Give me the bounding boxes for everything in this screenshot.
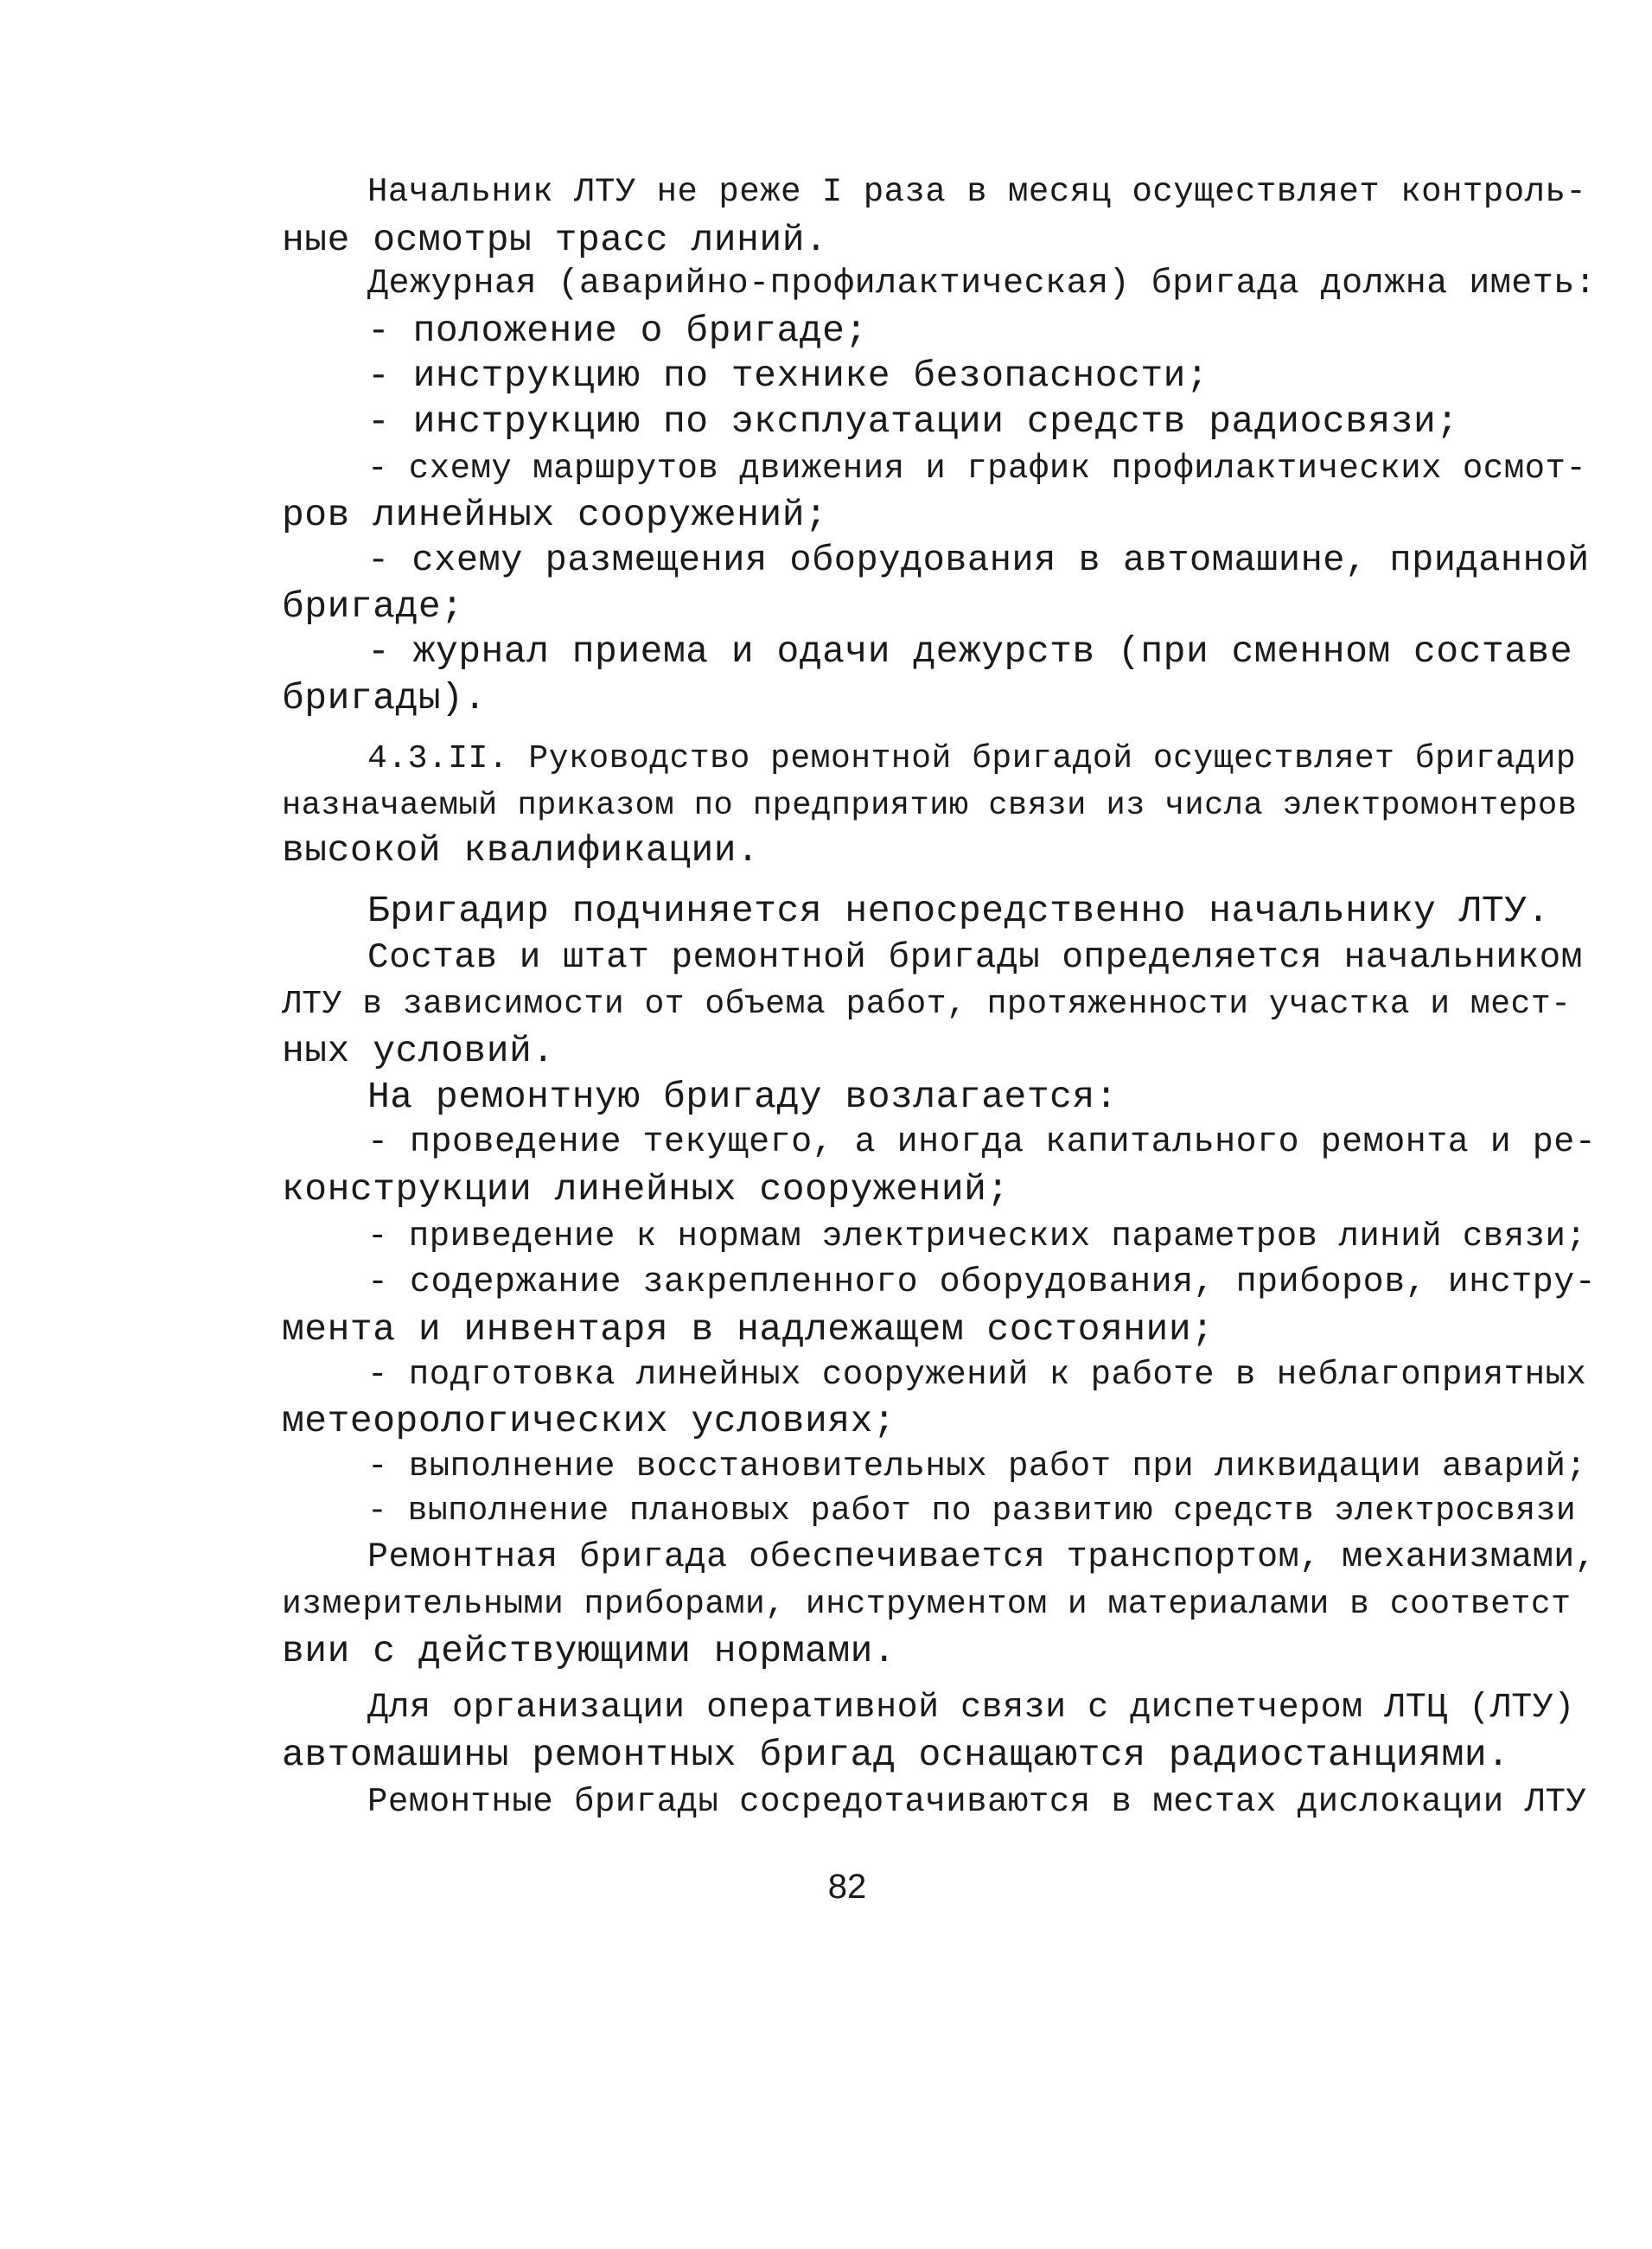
text-line: ных условий. — [282, 1030, 555, 1072]
text-line: мента и инвентаря в надлежащем состоянии; — [282, 1308, 1215, 1351]
text-line: Дежурная (аварийно-профилактическая) бригада должна иметь: — [367, 265, 1597, 303]
text-line: бригады). — [282, 677, 487, 719]
text-line: вии с действующими нормами. — [282, 1630, 896, 1672]
text-line: назначаемый приказом по предприятию связи из числа электромонтеров — [282, 788, 1578, 824]
text-line: - содержание закрепленного оборудования, приборов, инстру- — [367, 1263, 1597, 1302]
text-line: метеорологических условиях; — [282, 1400, 896, 1442]
text-line: - приведение к нормам электрических параметров линий связи; — [367, 1217, 1587, 1255]
text-line: - выполнение плановых работ по развитию средств электросвязи — [367, 1492, 1577, 1530]
text-line: - подготовка линейных сооружений к работе в неблагоприятных — [367, 1356, 1587, 1394]
text-line: Бригадир подчиняется непосредственно начальнику ЛТУ. — [367, 890, 1550, 932]
text-line: Начальник ЛТУ не реже I раза в месяц осуществляет контроль- — [367, 173, 1587, 211]
text-line: - проведение текущего, а иногда капитального ремонта и ре- — [367, 1123, 1597, 1162]
text-line: Для организации оперативной связи с диспетчером ЛТЦ (ЛТУ) — [367, 1689, 1575, 1728]
text-line: ЛТУ в зависимости от объема работ, протяженности участка и мест- — [282, 986, 1572, 1023]
text-line: измерительными приборами, инструментом и материалами в соответст — [282, 1586, 1572, 1623]
text-line: На ремонтную бригаду возлагается: — [367, 1076, 1119, 1118]
text-line: - выполнение восстановительных работ при ликвидации аварий; — [367, 1447, 1587, 1485]
page-number: 82 — [827, 1868, 867, 1906]
text-line: - схему размещения оборудования в автомашине, приданной — [367, 540, 1590, 581]
text-line: ров линейных сооружений; — [282, 494, 828, 536]
text-line: - журнал приема и одачи дежурств (при сменном составе — [367, 630, 1573, 673]
text-line: высокой квалификации. — [282, 829, 760, 872]
text-line: - положение о бригаде; — [367, 310, 868, 352]
text-line: автомашины ремонтных бригад оснащаются радиостанциями. — [282, 1734, 1510, 1776]
text-line: Ремонтная бригада обеспечивается транспортом, механизмами, — [367, 1538, 1597, 1577]
text-line: - схему маршрутов движения и график профилактических осмот- — [367, 450, 1587, 488]
text-line: 4.3.II. Руководство ремонтной бригадой осуществляет бригадир — [367, 740, 1577, 777]
text-line: Состав и штат ремонтной бригады определяется начальником — [367, 938, 1583, 978]
text-line: конструкции линейных сооружений; — [282, 1168, 1010, 1211]
text-line: бригаде; — [282, 585, 464, 628]
text-line: - инструкцию по технике безопасности; — [367, 355, 1209, 397]
text-line: Ремонтные бригады сосредотачиваются в местах дислокации ЛТУ — [367, 1783, 1587, 1821]
text-line: - инструкцию по эксплуатации средств радиосвязи; — [367, 400, 1459, 443]
text-line: ные осмотры трасс линий. — [282, 219, 828, 261]
